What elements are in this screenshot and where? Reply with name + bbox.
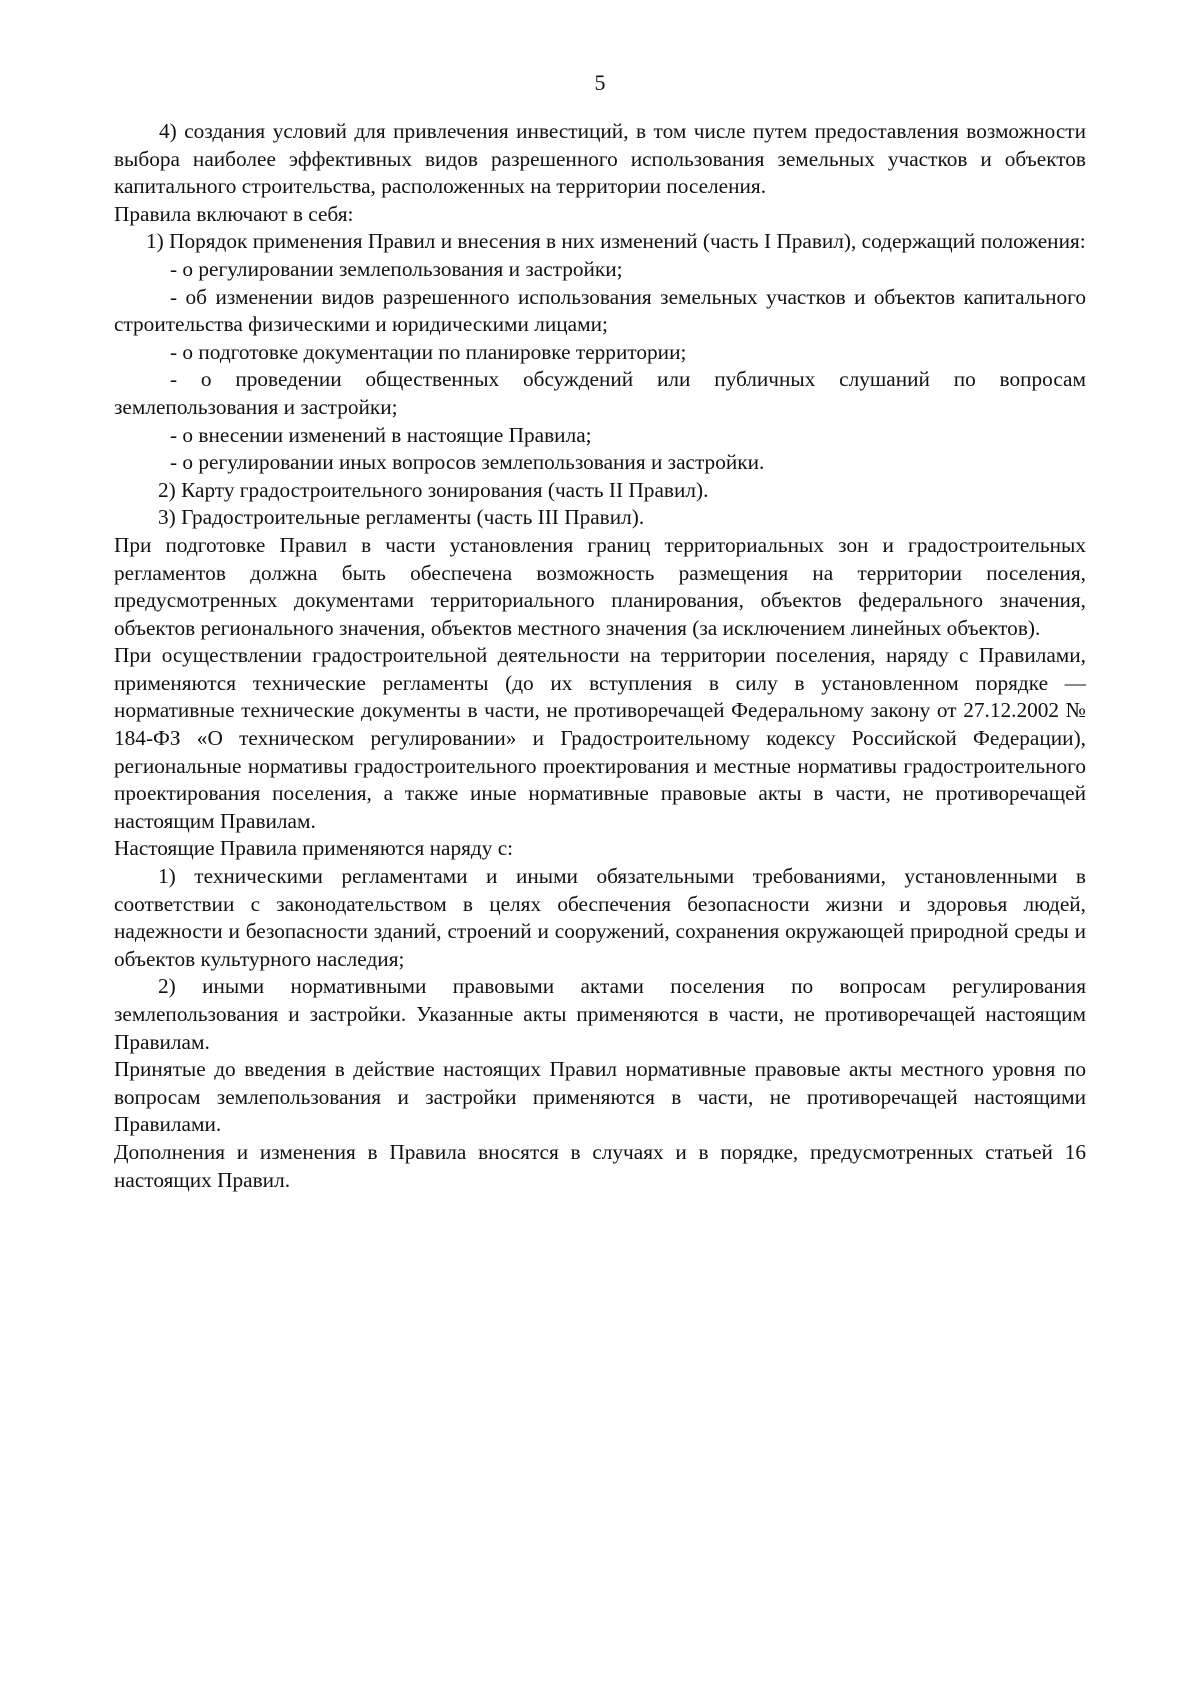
dash-item-regulation: - о регулировании землепользования и застройки; — [170, 256, 623, 281]
list-item-regulations: 3) Градостроительные регламенты (часть III Правил). — [158, 505, 645, 530]
list-item-technical-regulations: 1) техническими регламентами и иными обязательными требованиями, установленными в соответствии с законодательством в целях обеспечения безопасности жизни и здоровья людей, надежности и безопасности зданий, строений и сооружений, сохранения окружающей природной среды и объектов культурного наследия; — [114, 864, 1086, 971]
paragraph-urban-activity: При осуществлении градостроительной деятельности на территории поселения, наряду с Правилами, применяются технические регламенты (до их вступления в силу в установленном порядке — нормативные технические документы в части, не противоречащей Федеральному закону от 27.12.2002 № 184-ФЗ «О техническом регулировании» и Градостроительному кодексу Российской Федерации), региональные нормативы градостроительного проектирования и местные нормативы градостроительного проектирования поселения, а также иные нормативные правовые акты в части, не противоречащей настоящим Правилам. — [114, 643, 1086, 833]
paragraph-prior-acts: Принятые до введения в действие настоящих Правил нормативные правовые акты местного уровня по вопросам землепользования и застройки применяются в части, не противоречащей настоящими Правилами. — [114, 1057, 1086, 1137]
list-item-normative-acts: 2) иными нормативными правовыми актами поселения по вопросам регулирования землепользования и застройки. Указанные акты применяются в части, не противоречащей настоящим Правилам. — [114, 974, 1086, 1054]
paragraph-applied-along: Настоящие Правила применяются наряду с: — [114, 836, 514, 861]
paragraph-amendments-article: Дополнения и изменения в Правила вносятся в случаях и в порядке, предусмотренных статьей 16 настоящих Правил. — [114, 1139, 1086, 1192]
paragraph-rules-include: Правила включают в себя: — [114, 201, 354, 226]
dash-item-other-issues: - о регулировании иных вопросов землепользования и застройки. — [170, 450, 765, 475]
paragraph-zone-boundaries: При подготовке Правил в части установления границ территориальных зон и градостроительных регламентов должна быть обеспечена возможность размещения на территории поселения, предусмотренных документами территориального планирования, объектов федерального значения, объектов регионального значения, объектов местного значения (за исключением линейных объектов). — [114, 532, 1086, 640]
list-item-zoning-map: 2) Карту градостроительного зонирования (часть II Правил). — [158, 477, 709, 502]
paragraph-investment-conditions: 4) создания условий для привлечения инвестиций, в том числе путем предоставления возможности выбора наиболее эффективных видов разрешенного использования земельных участков и объектов капитального строительства, расположенных на территории поселения. — [114, 119, 1086, 199]
dash-item-planning-docs: - о подготовке документации по планировке территории; — [170, 339, 687, 364]
dash-item-public-hearings: - о проведении общественных обсуждений или публичных слушаний по вопросам землепользования и застройки; — [114, 367, 1086, 419]
document-body — [114, 118, 1086, 1194]
list-item-procedure: 1) Порядок применения Правил и внесения в них изменений (часть I Правил), содержащий положения: — [146, 229, 1086, 254]
dash-item-amendments: - о внесении изменений в настоящие Правила; — [170, 422, 592, 447]
dash-item-change-use: - об изменении видов разрешенного использования земельных участков и объектов капитального строительства физическими и юридическими лицами; — [114, 284, 1086, 337]
page-number: 5 — [594, 70, 606, 95]
